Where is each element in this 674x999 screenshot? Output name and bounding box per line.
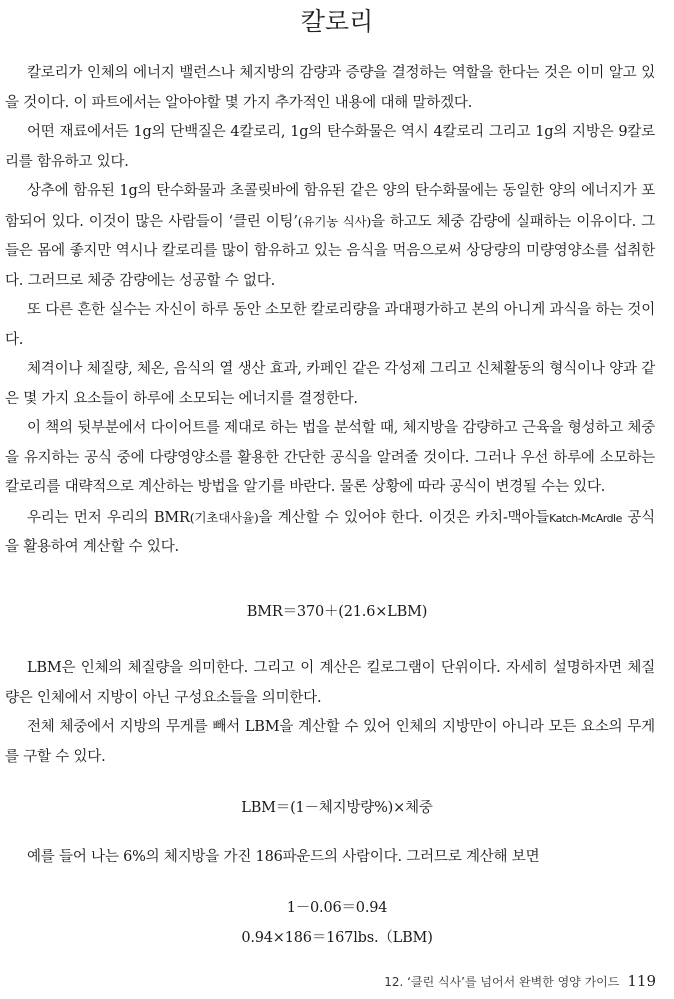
paragraph-4: 또 다른 흔한 실수는 자신이 하루 동안 소모한 칼로리량을 과대평가하고 본의 아니게 과식을 하는 것이다. bbox=[5, 302, 655, 348]
body-text-block-3 bbox=[5, 843, 655, 873]
katch-mcardle-name: Katch-McArdle bbox=[549, 511, 622, 525]
paragraph-2: 어떤 재료에서든 1g의 단백질은 4칼로리, 1g의 탄수화물은 역시 4칼로리 그리고 1g의 지방은 9칼로리를 함유하고 있다. bbox=[5, 124, 655, 170]
paragraph-8: LBM은 인체의 체질량을 의미한다. 그리고 이 계산은 킬로그램이 단위이다. 자세히 설명하자면 체질량은 인체에서 지방이 아닌 구성요소들을 의미한다. bbox=[5, 660, 655, 706]
page-number: 119 bbox=[627, 972, 656, 990]
calc-line-2: 0.94×186＝167lbs.（LBM) bbox=[241, 930, 433, 946]
paragraph-7-part-a: 우리는 먼저 우리의 BMR bbox=[27, 509, 190, 526]
bmr-note: (기초대사율) bbox=[189, 509, 259, 525]
clean-eating-note: (유기농 식사) bbox=[297, 213, 372, 229]
paragraph-1: 칼로리가 인체의 에너지 밸런스나 체지방의 감량과 증량을 결정하는 역할을 한다는 것은 이미 알고 있을 것이다. 이 파트에서는 알아야할 몇 가지 추가적인 내용에 대해 말하겠다. bbox=[5, 65, 655, 111]
paragraph-7-part-c: 공식을 활용하여 계산할 수 있다. bbox=[5, 509, 655, 555]
calc-line-1: 1－0.06＝0.94 bbox=[286, 900, 388, 916]
paragraph-6: 이 책의 뒷부분에서 다이어트를 제대로 하는 법을 분석할 때, 체지방을 감량하고 근육을 형성하고 체중을 유지하는 공식 중에 다량영양소를 활용한 간단한 공식을 알려줄 것이다. 그러나 우선 하루에 소모하는 칼로리를 대략적으로 계산하는 방법을 알기를 바란다. 물론 상황에 따라 공식이 변경될 수는 있다. bbox=[5, 420, 655, 495]
paragraph-3-part-a: 상추에 함유된 1g의 탄수화물과 초콜릿바에 함유된 같은 양의 탄수화물에는 동일한 양의 에너지가 포함되어 있다. 이것이 많은 사람들이 ‘클린 이팅’ bbox=[5, 183, 655, 230]
paragraph-3-part-b: 을 하고도 체중 감량에 실패하는 이유이다. 그들은 몸에 좋지만 역시나 칼로리를 많이 함유하고 있는 음식을 먹음으로써 상당량의 미량영양소를 섭취한다. 그러므로 체중 감량에는 성공할 수 없다. bbox=[5, 213, 655, 289]
paragraph-9: 전체 체중에서 지방의 무게를 빼서 LBM을 계산할 수 있어 인체의 지방만이 아니라 모든 요소의 무게를 구할 수 있다. bbox=[5, 719, 655, 765]
lbm-formula: LBM＝(1－체지방량%)×체중 bbox=[241, 800, 433, 816]
paragraph-10: 예를 들어 나는 6%의 체지방을 가진 186파운드의 사람이다. 그러므로 계산해 보면 bbox=[27, 849, 540, 865]
body-text-block-2 bbox=[5, 654, 655, 772]
paragraph-7 bbox=[5, 503, 655, 563]
page-footer bbox=[384, 972, 656, 990]
running-head: 12. ‘클린 식사’를 넘어서 완벽한 영양 가이드 bbox=[384, 975, 620, 989]
bmr-formula: BMR＝370＋(21.6×LBM) bbox=[246, 604, 428, 620]
body-text-block-1 bbox=[5, 59, 655, 563]
paragraph-5: 체격이나 체질량, 체온, 음식의 열 생산 효과, 카페인 같은 각성제 그리고 신체활동의 형식이나 양과 같은 몇 가지 요소들이 하루에 소모되는 에너지를 결정한다. bbox=[5, 361, 655, 407]
page-title: 칼로리 bbox=[300, 7, 374, 36]
paragraph-3 bbox=[5, 177, 655, 296]
paragraph-7-part-b: 을 계산할 수 있어야 한다. 이것은 카치-맥아들 bbox=[258, 509, 550, 526]
